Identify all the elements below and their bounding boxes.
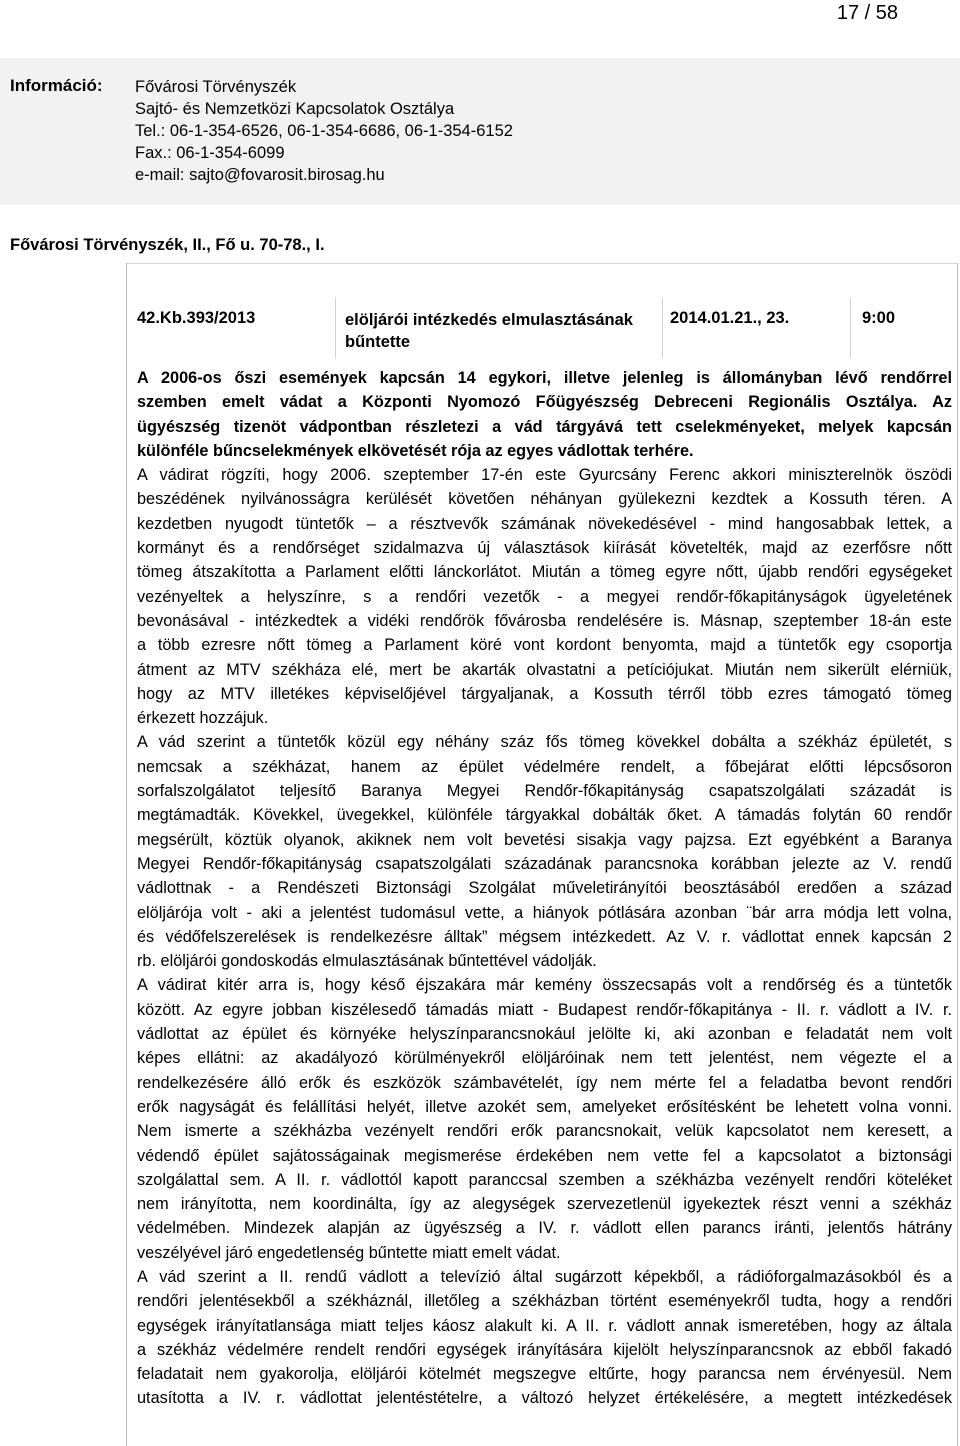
- text-line: veszélyével járó engedetlenség bűntette miatt emelt vádat.: [137, 1243, 561, 1262]
- page-number: 17 / 58: [836, 2, 898, 24]
- info-line-org: Fővárosi Törvényszék: [135, 78, 297, 96]
- text-line: utasította a IV. r. vádlottat jelentéstételre, a változó helyzet értékelésére, a megtett intézkedések: [137, 1389, 952, 1408]
- case-crime-line: bűntette: [345, 333, 411, 351]
- info-contact-block: [135, 76, 513, 186]
- info-line-fax: Fax.: 06-1-354-6099: [135, 144, 285, 162]
- case-time: 9:00: [862, 309, 896, 327]
- info-line-email: e-mail: sajto@fovarosit.birosag.hu: [135, 166, 385, 184]
- text-line: vádlottnak - a Rendészeti Biztonsági Szolgálat műveletirányítói beosztásából eredően a század: [137, 879, 952, 898]
- case-description: [137, 366, 952, 1411]
- frame-border-top: [126, 263, 958, 264]
- text-line: kormányt és a rendőrséget szidalmazva új választások kiírását követelték, majd az ezerfősre nőtt: [137, 539, 952, 558]
- text-line: védendő épület sajátosságainak megismerése érdekében nem vette fel a kapcsolatot a biztonsági: [137, 1146, 952, 1165]
- info-label: Információ:: [10, 76, 103, 95]
- text-line: rendelkezésére álló erők és eszközök számbavételét, így nem mérte fel a feladatba bevont rendőri: [137, 1073, 952, 1092]
- case-crime-line: elöljárói intézkedés elmulasztásának: [345, 311, 633, 329]
- text-line: és védőfelszerelések is rendelkezésre álltak” mégsem intézkedett. Az V. r. vádlottat ennek kapcsán 2: [137, 927, 952, 946]
- text-line: kezdetben nyugodt tüntetők – a résztvevők számának növekedésével - mind hangosabbak lettek, a: [137, 514, 952, 533]
- text-line: A vádirat rögzíti, hogy 2006. szeptember 17-én este Gyurcsány Ferenc akkori miniszterelnök öszödi: [137, 466, 952, 485]
- text-line: erők nagyságát és felállítási helyét, illetve azokét sem, amelyeket erősítésként be lehetett volna vonni.: [137, 1097, 952, 1116]
- text-line: szolgálattal sem. A II. r. vádlottól kapott paranccsal szemben a székházba vezényelt rendőri köteléket: [137, 1170, 952, 1189]
- text-line: között. Az egyre jobban kiszélesedő támadás miatt - Budapest rendőr-főkapitánya - II. r. vádlott a IV. r.: [137, 1000, 952, 1019]
- case-date: 2014.01.21., 23.: [670, 309, 790, 327]
- case-crime: [345, 309, 633, 353]
- text-line: feladatait nem gyakorolja, elöljárói kötelmét megszegve eltűrte, hogy parancsa nem érvényesül. Nem: [137, 1365, 952, 1384]
- text-line: védelmében. Mindezek alapján az ügyészség a IV. r. vádlott ellen parancs iránti, jelentős hátrány: [137, 1219, 952, 1238]
- text-line: érkezett hozzájuk.: [137, 709, 269, 728]
- column-divider: [850, 298, 851, 358]
- frame-border-left: [126, 263, 127, 1446]
- text-line: Nem ismerte a székházba vezényelt rendőri erők parancsnokait, velük kapcsolatot nem keresett, a: [137, 1122, 952, 1141]
- text-line: ügyészség tizenöt vádpontban részletezi a vád tárgyává tett cselekményeket, melyek kapcsán: [137, 417, 952, 436]
- frame-border-right: [957, 263, 958, 1446]
- text-line: vádlottat az épület és környéke helyszínparancsnokául jelölte ki, aki azonban e feladatát nem volt: [137, 1025, 952, 1044]
- text-line: vezényeltek a helyszínre, s a rendőri vezetők - a megyei rendőr-főkapitányságok ügyeletének: [137, 587, 952, 606]
- text-line: hogy az MTV illetékes képviselőjével tárgyaljanak, a Kossuth térről több ezres támogató tömeg: [137, 684, 952, 703]
- text-line: sorfalszolgálatot teljesítő Baranya Megyei Rendőr-főkapitányság csapatszolgálati századát is: [137, 782, 952, 801]
- text-line: átment az MTV székháza elé, mert be akarták olvastatni a petíciójukat. Miután nem sikerült elérniük,: [137, 660, 952, 679]
- info-line-dept: Sajtó- és Nemzetközi Kapcsolatok Osztálya: [135, 100, 455, 118]
- text-line: a székház védelmére rendelt rendőri egységek irányítására kijelölt helyszínparancsnok az ebből fakadó: [137, 1340, 952, 1359]
- text-line: A 2006-os őszi események kapcsán 14 egykori, illetve jelenleg is állományban lévő rendőrrel: [137, 369, 952, 387]
- text-line: szemben emelt vádat a Központi Nyomozó Főügyészség Debreceni Regionális Osztálya. Az: [137, 393, 952, 412]
- text-line: rendőri jelentésekből a székháznál, illetőleg a székházban történt eseményekről tudta, hogy a rendőri: [137, 1292, 952, 1311]
- info-line-phone: Tel.: 06-1-354-6526, 06-1-354-6686, 06-1-354-6152: [135, 122, 513, 140]
- column-divider: [662, 298, 663, 358]
- case-number: 42.Kb.393/2013: [137, 309, 256, 327]
- text-line: beszédének nyilvánosságra kerülését követően néhányan gyülekezni kezdtek a Kossuth téren. A: [137, 490, 952, 509]
- text-line: különféle bűncselekmények elkövetését rója az egyes vádlottak terhére.: [137, 441, 694, 460]
- text-line: Megyei Rendőr-főkapitányság csapatszolgálati századának parancsnoka korábban jelezte az V. rendű: [137, 854, 952, 873]
- text-line: a több ezresre nőtt tömeg a Parlament köré vont kordont benyomta, majd a tüntetők egy csoportja: [137, 636, 952, 655]
- text-line: megsérült, köztük olyanok, akiknek nem volt bevetési sisakja vagy pajzsa. Ezt egyébként a Baranya: [137, 830, 952, 849]
- text-line: A vád szerint a II. rendű vádlott a televízió által sugárzott képekből, a rádióforgalmazásokból és a: [137, 1267, 952, 1286]
- text-line: A vád szerint a tüntetők közül egy néhány száz fős tömeg kövekkel dobálta a székház épületét, s: [137, 733, 952, 752]
- text-line: elöljárója volt - aki a jelentést tudomásul vette, a hiányok pótlására azonban ¨bár arra módja lett volna,: [137, 903, 952, 922]
- text-line: képes ellátni: az akadályozó körülményekről elöljáróinak nem tett jelentést, nem végezte el a: [137, 1049, 952, 1068]
- court-address: Fővárosi Törvényszék, II., Fő u. 70-78., I.: [10, 236, 325, 254]
- text-line: A vádirat kitér arra is, hogy késő éjszakára már kemény összecsapás volt a rendőrség és a tüntetők: [137, 976, 952, 995]
- text-line: egységek irányítatlansága miatt teljes káosz alakult ki. A II. r. vádlott annak ismeretében, hogy az általa: [137, 1316, 952, 1335]
- column-divider: [335, 298, 336, 358]
- text-line: bevonásával - intézkedtek a vidéki rendőrök fővárosba rendelésére is. Másnap, szeptember 18-án este: [137, 611, 952, 630]
- text-line: tömeg átszakította a Parlament előtti lánckorlátot. Miután a tömeg egyre nőtt, újabb rendőri egységeket: [137, 563, 952, 582]
- text-line: megtámadták. Kövekkel, üvegekkel, különféle tárgyakkal dobálták őket. A támadás folytán 60 rendőr: [137, 806, 952, 825]
- text-line: rb. elöljárói gondoskodás elmulasztásának bűntettével vádolják.: [137, 952, 597, 971]
- text-line: nemcsak a székházat, hanem az épület védelmére rendelt, a főbejárat előtti lépcsősoron: [137, 757, 952, 776]
- text-line: nem irányította, nem koordinálta, így az alegységek szervezetlenül igyekeztek részt venni a székház: [137, 1195, 952, 1214]
